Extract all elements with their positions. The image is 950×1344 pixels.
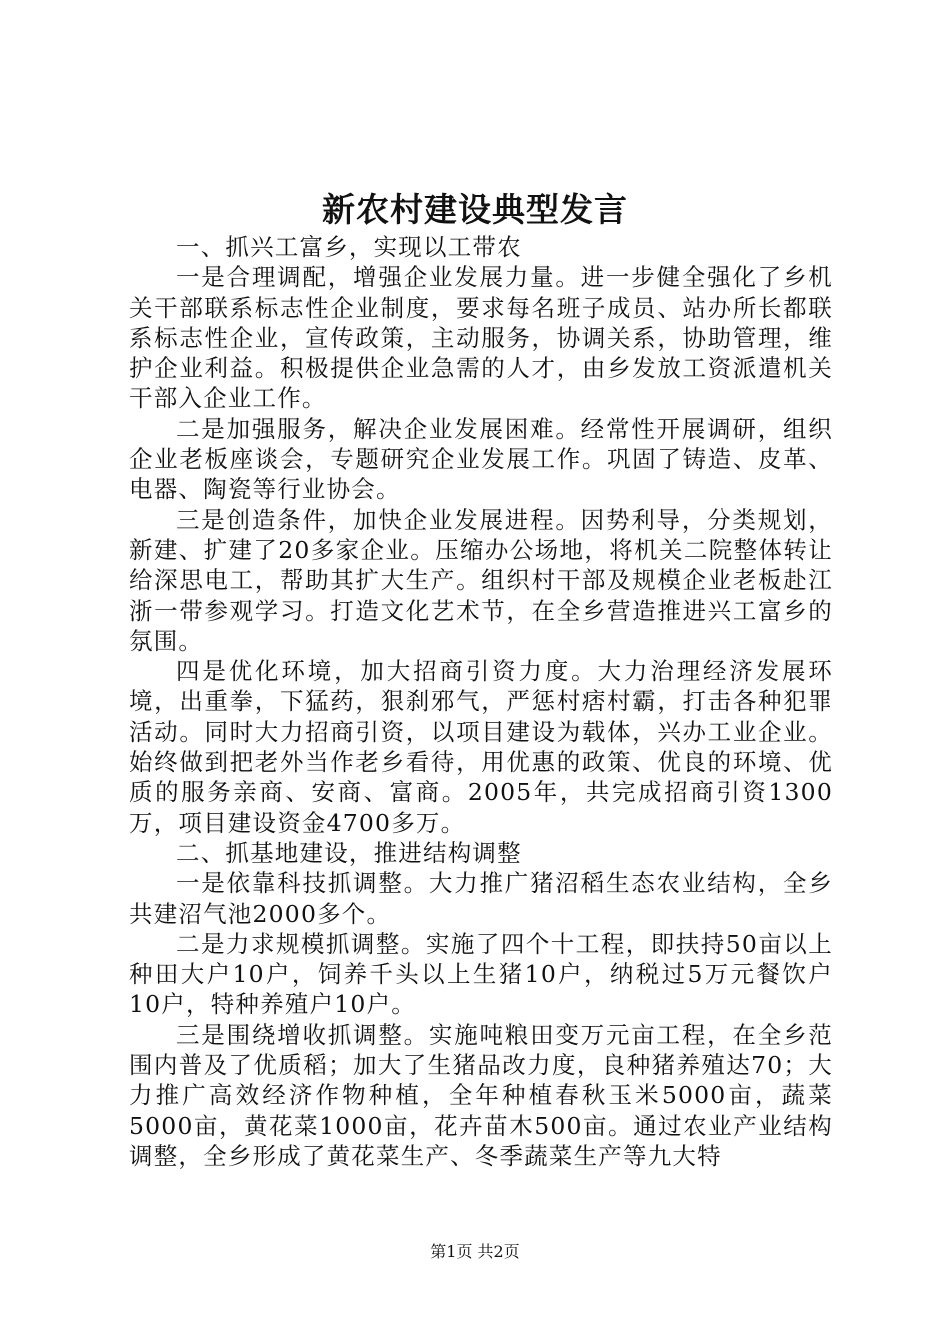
section-heading: 二、抓基地建设，推进结构调整: [176, 838, 522, 867]
page-footer: 第1页 共2页: [430, 1242, 520, 1261]
document-title: 新农村建设典型发言: [322, 190, 628, 229]
document-body: [129, 232, 833, 1171]
paragraph: 一是依靠科技抓调整。大力推广猪沼稻生态农业结构，全乡共建沼气池2000多个。: [129, 869, 833, 928]
paragraph: 二是力求规模抓调整。实施了四个十工程，即扶持50亩以上种田大户10户，饲养千头以上生猪10户，纳税过5万元餐饮户10户，特种养殖户10户。: [129, 929, 833, 1019]
section-heading: 一、抓兴工富乡，实现以工带农: [176, 233, 522, 261]
paragraph: 三是创造条件，加快企业发展进程。因势利导，分类规划，新建、扩建了20多家企业。压缩办公场地，将机关二院整体转让给深思电工，帮助其扩大生产。组织村干部及规模企业老板赴江浙一带参观学习。打造文化艺术节，在全乡营造推进兴工富乡的氛围。: [129, 505, 833, 655]
paragraph: 三是围绕增收抓调整。实施吨粮田变万元亩工程，在全乡范围内普及了优质稻；加大了生猪品改力度，良种猪养殖达70；大力推广高效经济作物种植，全年种植春秋玉米5000亩，蔬菜5000亩，黄花菜1000亩，花卉苗木500亩。通过农业产业结构调整，全乡形成了黄花菜生产、冬季蔬菜生产等九大特: [129, 1020, 833, 1170]
paragraph: 二是加强服务，解决企业发展困难。经常性开展调研，组织企业老板座谈会，专题研究企业发展工作。巩固了铸造、皮革、电器、陶瓷等行业协会。: [129, 414, 833, 504]
paragraph: 一是合理调配，增强企业发展力量。进一步健全强化了乡机关干部联系标志性企业制度，要求每名班子成员、站办所长都联系标志性企业，宣传政策，主动服务，协调关系，协助管理，维护企业利益。积极提供企业急需的人才，由乡发放工资派遣机关干部入企业工作。: [129, 263, 833, 413]
paragraph: 四是优化环境，加大招商引资力度。大力治理经济发展环境，出重拳，下猛药，狠刹邪气，严惩村痞村霸，打击各种犯罪活动。同时大力招商引资，以项目建设为载体，兴办工业企业。始终做到把老外当作老乡看待，用优惠的政策、优良的环境、优质的服务亲商、安商、富商。2005年，共完成招商引资1300万，项目建设资金4700多万。: [129, 657, 833, 837]
